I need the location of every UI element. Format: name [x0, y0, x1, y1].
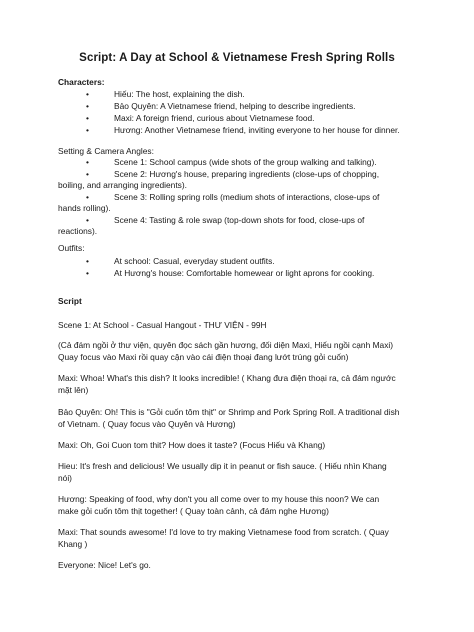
scene-1-heading: Scene 1: At School - Casual Hangout - THƯ VIỆN - 99H: [58, 320, 267, 330]
scene-2-setting: Scene 2: Hương's house, preparing ingredients (close-ups of chopping,: [114, 169, 380, 179]
paragraph-bao-quyen: Bảo Quyên: Oh! This is "Gỏi cuốn tôm thịt" or Shrimp and Pork Spring Roll. A traditional dish of Vietnam. ( Quay focus vào Quyên và Hương): [58, 407, 400, 429]
characters-heading: Characters:: [58, 77, 105, 87]
outfit-school: At school: Casual, everyday student outfits.: [114, 256, 275, 266]
character-hieu: Hiếu: The host, explaining the dish.: [114, 89, 245, 99]
setting-heading: Setting & Camera Angles:: [58, 146, 154, 156]
character-bao-quyen: Bảo Quyên: A Vietnamese friend, helping to describe ingredients.: [114, 101, 356, 111]
bullet: •: [86, 157, 89, 167]
paragraph-huong: Hương: Speaking of food, why don't you all come over to my house this noon? We can make gỏi cuốn tôm thịt together! ( Quay toàn cảnh, cả đám nghe Hương): [58, 494, 380, 516]
character-huong: Hương: Another Vietnamese friend, inviting everyone to her house for dinner.: [114, 125, 400, 135]
paragraph-stage-direction: (Cả đám ngồi ở thư viện, quyên đọc sách gần hương, đối diện Maxi, Hiếu ngồi cạnh Maxi) Quay focus vào Maxi rồi quay cận vào cái điện thoại đang lướt trúng gỏi cuốn): [58, 340, 394, 362]
scene-1-setting: Scene 1: School campus (wide shots of the group walking and talking).: [114, 157, 377, 167]
bullet: •: [86, 89, 89, 99]
outfits-heading: Outfits:: [58, 243, 85, 253]
bullet: •: [86, 215, 89, 225]
bullet: •: [86, 256, 89, 266]
outfit-huong-house: At Hương's house: Comfortable homewear or light aprons for cooking.: [114, 268, 375, 278]
bullet: •: [86, 268, 89, 278]
paragraph-maxi-3: Maxi: That sounds awesome! I'd love to try making Vietnamese food from scratch. ( Quay Khang ): [58, 527, 389, 549]
bullet: •: [86, 101, 89, 111]
paragraph-maxi-1: Maxi: Whoa! What's this dish? It looks incredible! ( Khang đưa điện thoại ra, cả đám ngước mặt lên): [58, 373, 396, 395]
scene-4-setting-cont: reactions).: [58, 226, 98, 236]
scene-4-setting: Scene 4: Tasting & role swap (top-down shots for food, close-ups of: [114, 215, 365, 225]
bullet: •: [86, 125, 89, 135]
scene-3-setting-cont: hands rolling).: [58, 203, 111, 213]
paragraph-hieu: Hieu: It's fresh and delicious! We usually dip it in peanut or fish sauce. ( Hiếu nhìn Khang nói): [58, 461, 387, 483]
scene-2-setting-cont: boiling, and arranging ingredients).: [58, 180, 187, 190]
character-maxi: Maxi: A foreign friend, curious about Vietnamese food.: [114, 113, 315, 123]
bullet: •: [86, 113, 89, 123]
bullet: •: [86, 169, 89, 179]
script-heading: Script: [58, 296, 82, 306]
paragraph-maxi-2: Maxi: Oh, Goi Cuon tom thit? How does it taste? (Focus Hiếu và Khang): [58, 440, 326, 450]
paragraph-everyone: Everyone: Nice! Let's go.: [58, 560, 151, 570]
page-title: Script: A Day at School & Vietnamese Fresh Spring Rolls: [79, 52, 395, 64]
scene-3-setting: Scene 3: Rolling spring rolls (medium shots of interactions, close-ups of: [114, 192, 380, 202]
bullet: •: [86, 192, 89, 202]
